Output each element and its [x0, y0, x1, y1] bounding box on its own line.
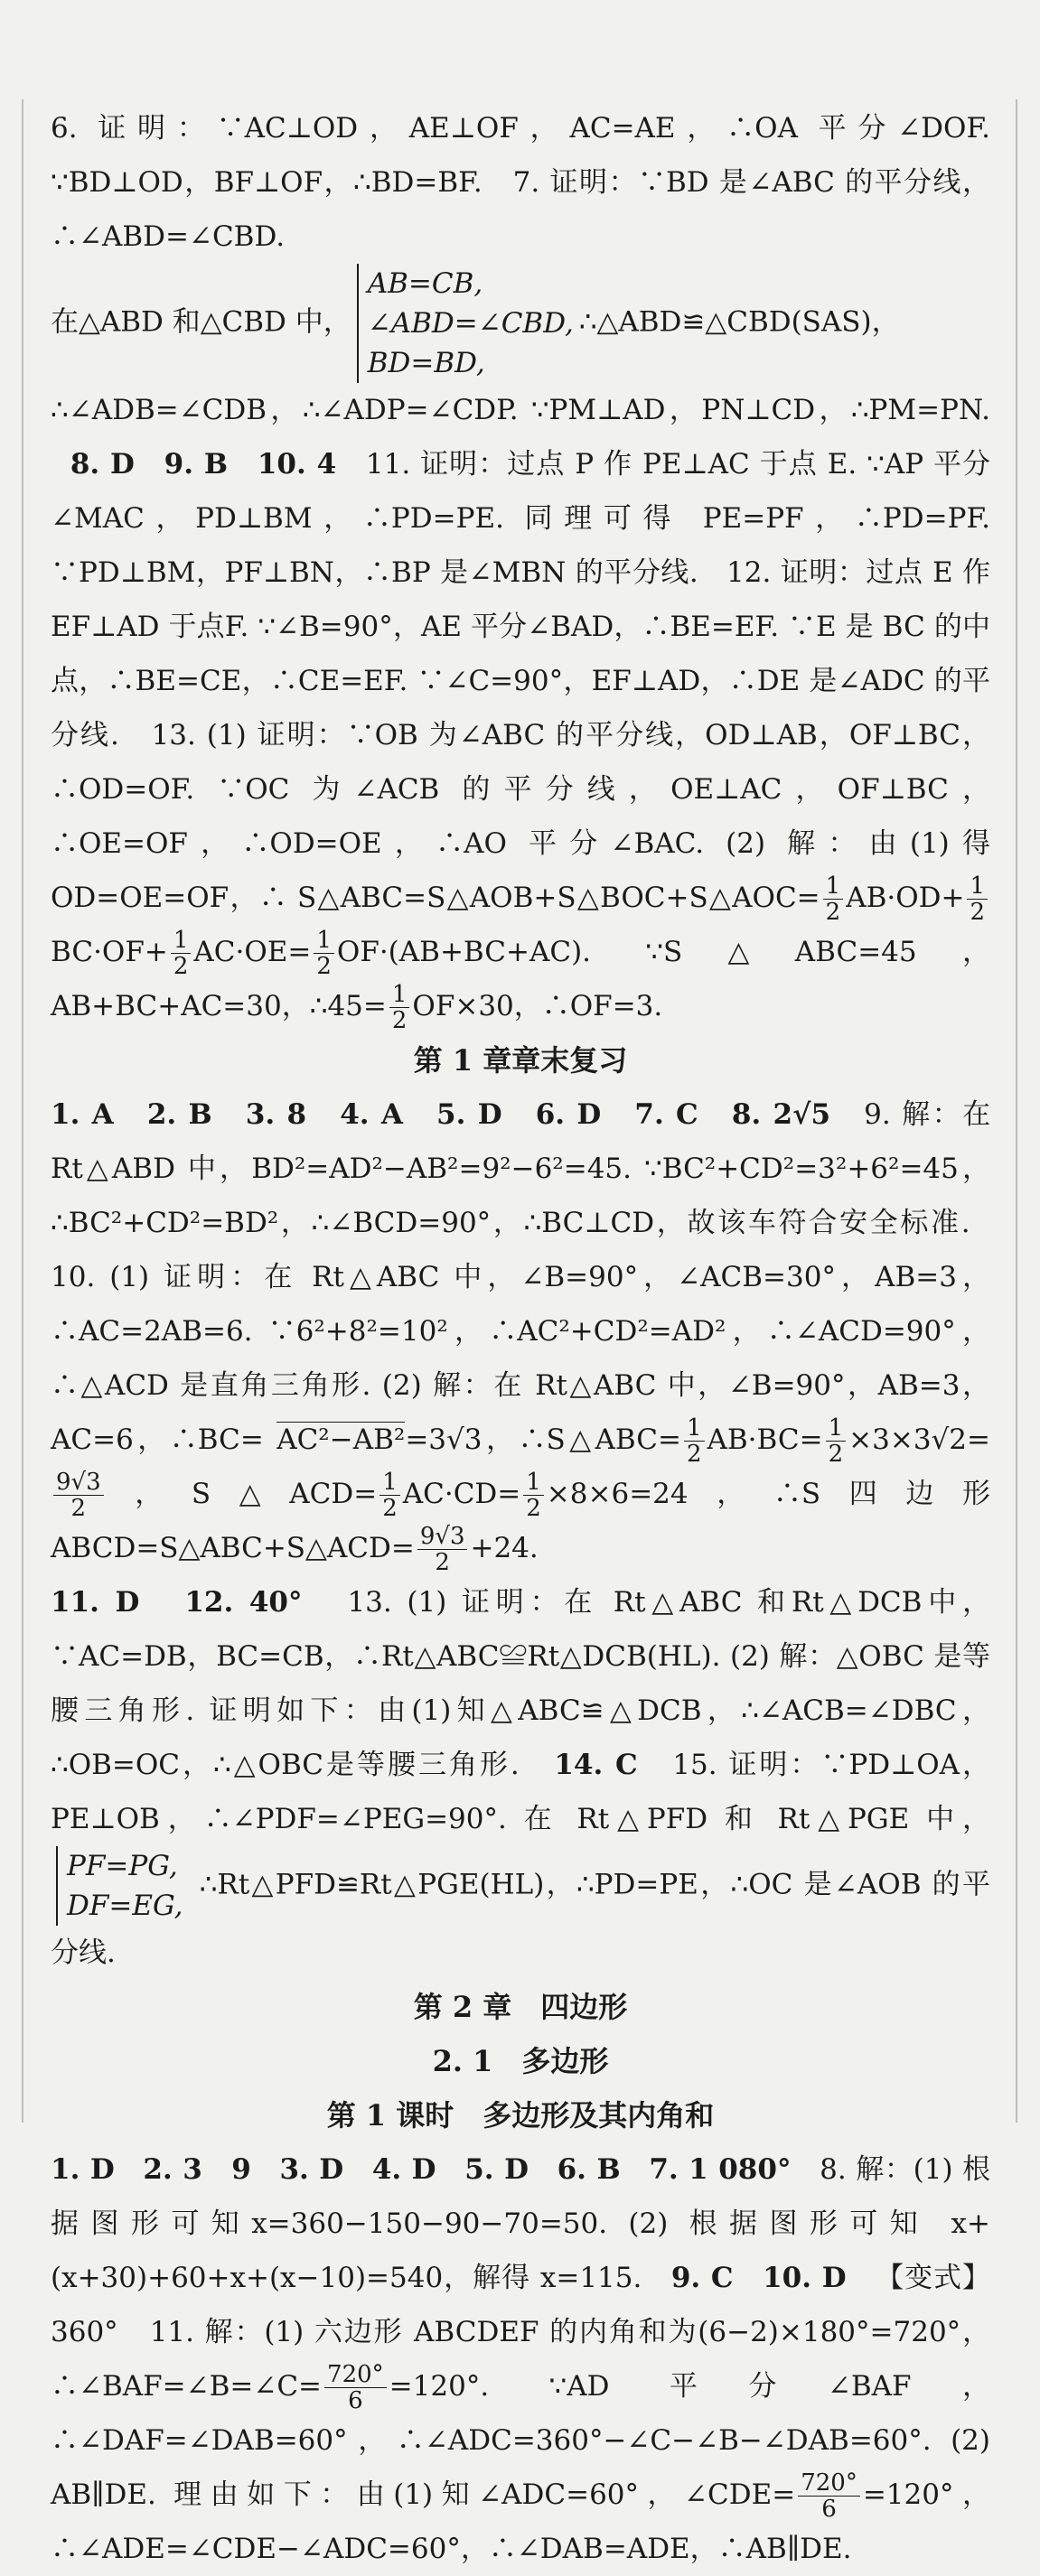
formula-part: =120°. ∵AD 平分∠BAF，∴∠DAF=∠DAB=60°，∴∠ADC=360°−∠C−∠B−∠DAB=60°. (2) AB∥DE. 理由如下：由(1)知∠ADC=60°，∠CDE=: [51, 2370, 990, 2511]
area-sum: S△ABC=S△AOB+S△BOC+S△AOC=: [296, 882, 820, 914]
frac-num: 720°: [324, 2362, 387, 2388]
fraction-half: [823, 873, 844, 925]
frac-den: 2: [382, 1495, 398, 1522]
paragraph-lesson-1: [51, 2142, 990, 2576]
answer-item: 10. D: [763, 2262, 847, 2294]
paragraph-ch1-part1: [51, 101, 990, 264]
formula-part: AC·CD=: [402, 1478, 521, 1510]
frac-num: 1: [379, 1470, 400, 1496]
lesson-answer-8: 8. 解：(1) 根据图形可知x=360−150−90−70=50. (2) 根据图形可知 x+(x+30)+60+x+(x−10)=540，解得 x=115.: [51, 2153, 991, 2294]
frac-den: 2: [828, 1441, 844, 1468]
frac-den: 2: [970, 899, 986, 926]
formula-part: =120°，∴∠ADE=∠CDE−∠ADC=60°，∴∠DAB=ADE，∴AB∥DE.: [51, 2478, 990, 2565]
formula-part: ×3×3√2=: [848, 1423, 990, 1456]
frac-num: 1: [826, 1415, 847, 1442]
answer-13: 13. (1) 证明：∵OB 为∠ABC 的平分线，OD⊥AB，OF⊥BC，∴OD=OF. ∵OC 为∠ACB 的平分线，OE⊥AC，OF⊥BC，∴OE=OF，∴OD=OE，∴AO 平分∠BAC. (2) 解：由(1)得 OD=OE=OF，∴: [51, 719, 991, 914]
frac-num: 720°: [798, 2470, 860, 2497]
fraction-half: [389, 982, 410, 1033]
frac-num: 1: [684, 1415, 705, 1442]
review-answer-13: 13. (1) 证明：在 Rt△ABC 和Rt△DCB中，∵AC=DB，BC=CB，∴Rt△ABC≌Rt△DCB(HL). (2) 解：△OBC 是等腰三角形. 证明如下：由(1)知△ABC≌△DCB，∴∠ACB=∠DBC，∴OB=OC，∴△OBC是等腰三角形.: [51, 1586, 990, 1781]
fraction-half: [967, 873, 988, 925]
brace-line: AB=CB,: [367, 267, 483, 300]
paragraph-review: [51, 1087, 990, 1575]
answer-item: 5. D: [464, 2153, 529, 2186]
fraction-9sqrt3-over-2: [53, 1470, 104, 1521]
answer-10: 10. 4: [257, 448, 337, 481]
fraction-half: [379, 1470, 400, 1521]
formula-part: BC·OF+: [51, 936, 168, 968]
formula-part: AC·OE=: [193, 936, 312, 968]
fraction-half: [171, 928, 192, 979]
answer-item: 14. C: [554, 1749, 638, 1781]
brace-line: BD=BD,: [367, 347, 485, 379]
answer-page: [22, 0, 1023, 2565]
frac-num: 9√3: [417, 1524, 468, 1550]
answer-item: 4. D: [371, 2153, 436, 2186]
frac-num: 1: [389, 982, 410, 1008]
answer-6: 6. 证明：∵AC⊥OD，AE⊥OF，AC=AE，∴OA 平分∠DOF. ∵BD⊥OD，BF⊥OF，∴BD=BF.: [51, 112, 990, 199]
frac-den: 2: [316, 953, 332, 980]
sqrt-expression: AC²−AB²: [276, 1423, 406, 1456]
section-heading-chapter-1-review: 第 1 章章末复习: [413, 1043, 628, 1078]
answer-item: 6. D: [535, 1098, 602, 1131]
lesson-answer-11: 11. 解：(1) 六边形 ABCDEF 的内角和为(6−2)×180°=720°，∴∠BAF=∠B=∠C=: [51, 2316, 991, 2403]
frac-num: 1: [823, 873, 844, 900]
review-answer-15: 15. 证明：∵PD⊥OA，PE⊥OB，∴∠PDF=∠PEG=90°. 在 Rt△PFD 和 Rt△PGE 中，: [51, 1749, 991, 1835]
formula-part: AB·BC=: [707, 1423, 823, 1456]
frac-den: 2: [435, 1549, 450, 1576]
formula-part: ，S△ACD=: [106, 1478, 378, 1510]
frac-num: 9√3: [53, 1470, 104, 1496]
paragraph-ch1-part2: [51, 383, 990, 1033]
answer-item: 11. D: [51, 1586, 140, 1619]
frac-num: 1: [967, 873, 988, 900]
fraction-half: [684, 1415, 705, 1467]
answer-item: 6. B: [557, 2153, 621, 2186]
left-margin-rule: [22, 99, 23, 2123]
answer-9: 9. B: [164, 448, 229, 481]
formula-part: OF·(AB+BC+AC). ∵S△ABC=45，AB+BC+AC=30，∴45=: [51, 936, 990, 1022]
answer-8: 8. D: [70, 448, 135, 481]
brace-system-1: [357, 264, 574, 383]
brace-system-2: [56, 1846, 183, 1926]
answer-item: 3. 8: [245, 1098, 307, 1131]
section-heading-lesson-1: 第 1 课时 多边形及其内角和: [326, 2098, 715, 2133]
brace-line: PF=PG,: [67, 1850, 178, 1882]
answer-7-conclusion: ∴△ABD≌△CBD(SAS)，: [578, 305, 900, 339]
review-answer-15-end: ∴Rt△PFD≌Rt△PGE(HL)，∴PD=PE，∴OC 是∠AOB 的平分线.: [51, 1868, 991, 1969]
fraction-720-over-6: [324, 2362, 387, 2413]
paragraph-brace-1: [51, 264, 990, 383]
answer-item: 2. 3 9: [143, 2153, 251, 2186]
answer-item: 1. A: [51, 1098, 114, 1131]
frac-num: 1: [523, 1470, 544, 1496]
formula-part: +24.: [470, 1532, 539, 1564]
answer-item: 9. C: [670, 2262, 734, 2294]
answer-11: 11. 证明：过点 P 作 PE⊥AC 于点 E. ∵AP 平分∠MAC，PD⊥BM，∴PD=PE. 同理可得 PE=PF，∴PD=PF. ∵PD⊥BM，PF⊥BN，∴BP 是∠MBN 的平分线.: [51, 448, 991, 589]
brace-line: DF=EG,: [67, 1890, 183, 1922]
formula-part: ×8×6=24，∴S四边形ABCD=S△ABC+S△ACD=: [51, 1478, 990, 1564]
answer-item: 5. D: [436, 1098, 502, 1131]
section-heading-chapter-2: 第 2 章 四边形: [413, 1990, 628, 2024]
formula-part: AB·OD+: [846, 882, 965, 914]
answer-item: 7. C: [634, 1098, 698, 1131]
answer-item: 1. D: [51, 2153, 115, 2186]
fraction-720-over-6: [798, 2470, 860, 2522]
frac-den: 6: [348, 2387, 363, 2414]
answer-7-end: ∴∠ADB=∠CDB，∴∠ADP=∠CDP. ∵PM⊥AD，PN⊥CD，∴PM=PN.: [51, 394, 990, 426]
answer-12: 12. 证明：过点 E 作 EF⊥AD 于点F. ∵∠B=90°，AE 平分∠BAD，∴BE=EF. ∵E 是 BC 的中点，∴BE=CE，∴CE=EF. ∵∠C=90°，EF⊥AD，∴DE 是∠ADC 的平分线.: [51, 556, 991, 751]
variant-answer: 【变式】360°: [51, 2262, 991, 2348]
answer-text: [51, 101, 990, 2576]
answer-item: 4. A: [340, 1098, 403, 1131]
frac-den: 2: [173, 953, 189, 980]
frac-num: 1: [171, 928, 192, 954]
formula-part: OF×30，∴OF=3.: [412, 990, 663, 1022]
frac-den: 2: [70, 1495, 87, 1522]
brace-line: ∠ABD=∠CBD,: [367, 307, 574, 340]
right-margin-rule: [1016, 99, 1017, 2123]
fraction-half: [826, 1415, 847, 1467]
frac-den: 2: [825, 899, 841, 926]
fraction-9sqrt3-over-2: [417, 1524, 468, 1575]
fraction-half: [523, 1470, 544, 1521]
frac-num: 1: [314, 928, 334, 954]
answer-7: 7. 证明：∵BD 是∠ABC 的平分线，∴∠ABD=∠CBD.: [51, 166, 990, 253]
answer-7-intro: 在△ABD 和△CBD 中，: [51, 305, 351, 339]
review-answer-9: 9. 解：在 Rt△ABD 中，BD²=AD²−AB²=9²−6²=45. ∵BC²+CD²=3²+6²=45，∴BC²+CD²=BD²，∴∠BCD=90°，∴BC⊥CD，故该车符合安全标准.: [51, 1098, 991, 1239]
answer-item: 8. 2√5: [731, 1098, 831, 1131]
paragraph-review-2: [51, 1575, 990, 1980]
section-heading-2-1: 2. 1 多边形: [432, 2044, 609, 2078]
frac-den: 2: [686, 1441, 702, 1468]
frac-den: 2: [391, 1007, 408, 1034]
review-answer-10: 10. (1) 证明：在 Rt△ABC 中，∠B=90°，∠ACB=30°，AB=3，∴AC=2AB=6. ∵6²+8²=10²，∴AC²+CD²=AD²，∴∠ACD=90°，∴△ACD 是直角三角形. (2) 解：在 Rt△ABC 中，∠B=90°，AB=3，AC=6，∴BC=: [51, 1261, 990, 1456]
answer-item: 7. 1 080°: [649, 2153, 792, 2186]
frac-den: 6: [821, 2496, 837, 2523]
frac-den: 2: [526, 1495, 541, 1522]
fraction-half: [314, 928, 334, 979]
answer-item: 2. B: [146, 1098, 212, 1131]
answer-item: 12. 40°: [184, 1586, 303, 1619]
answer-item: 3. D: [279, 2153, 344, 2186]
formula-part: =3√3，∴S△ABC=: [405, 1423, 681, 1456]
